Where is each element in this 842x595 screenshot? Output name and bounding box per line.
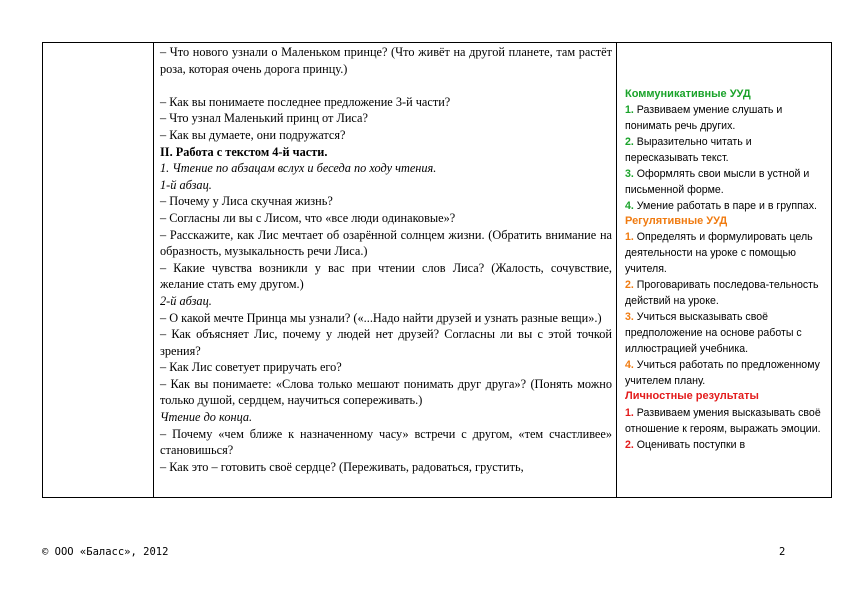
- item-text: Учиться работать по предложенному учителем плану.: [625, 359, 820, 388]
- question-line: – Почему у Лиса скучная жизнь?: [160, 194, 333, 209]
- question-line: – Расскажите, как Лис мечтает об озарённой солнцем жизни. (Обратить внимание на образность, музыкальность речи Лиса.): [160, 227, 612, 259]
- instruction-line: Чтение до конца.: [160, 410, 253, 425]
- item-text: Оценивать поступки в: [633, 438, 746, 451]
- instruction-line: 1. Чтение по абзацам вслух и беседа по ходу чтения.: [160, 161, 437, 176]
- pers-item: [625, 437, 826, 453]
- question-line: – О какой мечте Принца мы узнали? («...Надо найти друзей и узнать разные вещи».): [160, 310, 602, 325]
- question-line: – Как вы понимаете: «Слова только мешают понимать друг друга»? (Понять можно только душой, сердцем, научиться сопереживать.): [160, 376, 612, 408]
- question-line: – Что узнал Маленький принц от Лиса?: [160, 111, 368, 126]
- reg-item: [625, 309, 826, 357]
- item-number: 1.: [625, 231, 634, 244]
- question-line: – Как вы думаете, они подружатся?: [160, 127, 346, 142]
- item-number: 2.: [625, 279, 634, 292]
- lesson-table: [42, 42, 832, 498]
- comm-item: [625, 166, 826, 198]
- section-heading: II. Работа с текстом 4-й части.: [160, 144, 328, 159]
- item-number: 2.: [625, 136, 634, 149]
- item-text: Развиваем умения высказывать своё отношение к героям, выражать эмоции.: [625, 406, 821, 435]
- item-text: Умение работать в паре и в группах.: [633, 200, 817, 213]
- item-number: 1.: [625, 104, 634, 117]
- comm-item: [625, 134, 826, 166]
- reg-item: [625, 277, 826, 309]
- comm-item: [625, 198, 826, 214]
- heading-personal: Личностные результаты: [625, 390, 759, 403]
- item-text: Выразительно читать и пересказывать текст.: [625, 136, 752, 165]
- heading-regulatory: Регулятивные УУД: [625, 215, 728, 228]
- item-number: 4.: [625, 359, 634, 372]
- question-line: – Согласны ли вы с Лисом, что «все люди одинаковые»?: [160, 210, 456, 225]
- heading-communicative: Коммуникативные УУД: [625, 88, 751, 100]
- item-number: 4.: [625, 200, 634, 213]
- item-text: Учиться высказывать своё предположение на основе работы с иллюстрацией учебника.: [625, 311, 802, 356]
- question-line: – Что нового узнали о Маленьком принце? (Что живёт на другой планете, там растёт роза, которая очень дорога принцу.): [160, 45, 612, 76]
- footer-copyright: © ООО «Баласс», 2012: [42, 546, 169, 558]
- item-text: Проговаривать последова-тельность действий на уроке.: [625, 279, 819, 308]
- comm-item: [625, 102, 826, 134]
- question-line: – Как объясняет Лис, почему у людей нет друзей? Согласны ли вы с этой точкой зрения?: [160, 327, 612, 358]
- item-text: Оформлять свои мысли в устной и письменной форме.: [625, 168, 810, 197]
- instruction-line: 1-й абзац.: [160, 177, 212, 192]
- item-number: 3.: [625, 311, 634, 324]
- pers-item: [625, 405, 826, 437]
- content-column: [154, 43, 617, 497]
- item-text: Развиваем умение слушать и понимать речь других.: [625, 104, 783, 133]
- communicative-list: [625, 102, 826, 214]
- question-line: – Какие чувства возникли у вас при чтении слов Лиса? (Жалость, сочувствие, желание стать ему другом.): [160, 260, 612, 292]
- regulatory-list: [625, 229, 826, 389]
- question-line: – Как вы понимаете последнее предложение 3-й части?: [160, 94, 451, 109]
- question-line: – Как Лис советует приручать его?: [160, 360, 342, 375]
- stage-column: [43, 43, 154, 497]
- spacer: [160, 77, 612, 94]
- page-number: 2: [779, 546, 786, 558]
- reg-item: [625, 357, 826, 389]
- question-line: – Почему «чем ближе к назначенному часу» встречи с другом, «тем счастливее» становишься?: [160, 426, 612, 458]
- question-line: – Как это – готовить своё сердце? (Переживать, радоваться, грустить,: [160, 459, 524, 474]
- personal-list: [625, 405, 826, 453]
- reg-item: [625, 229, 826, 277]
- item-number: 3.: [625, 168, 634, 181]
- instruction-line: 2-й абзац.: [160, 293, 212, 308]
- item-number: 2.: [625, 438, 634, 451]
- item-text: Определять и формулировать цель деятельности на уроке с помощью учителя.: [625, 231, 813, 276]
- item-number: 1.: [625, 406, 634, 419]
- uud-column: [617, 43, 830, 497]
